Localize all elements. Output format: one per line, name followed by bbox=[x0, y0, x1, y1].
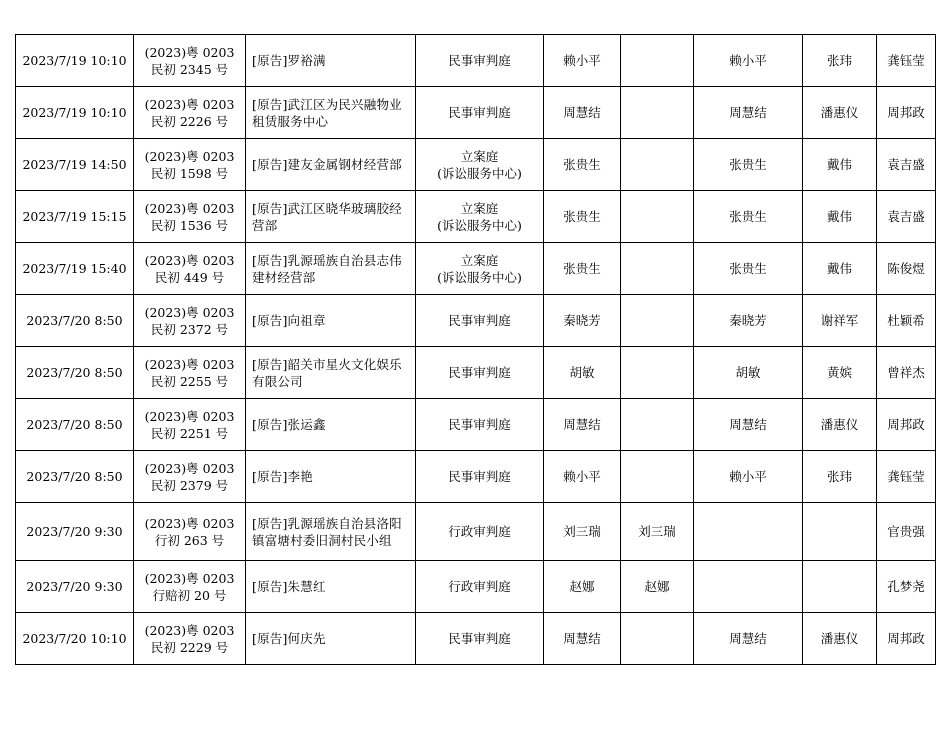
clerk-cell bbox=[877, 191, 936, 243]
hearing-time-cell-text: 2023/7/20 8:50 bbox=[26, 417, 123, 432]
clerk-cell-text: 陈俊煜 bbox=[887, 261, 925, 276]
clerk-cell-text: 周邦政 bbox=[887, 417, 925, 432]
case-number-cell bbox=[134, 503, 246, 561]
party-cell bbox=[246, 243, 416, 295]
judge-cell bbox=[694, 295, 803, 347]
clerk-cell bbox=[877, 561, 936, 613]
table-row bbox=[16, 399, 936, 451]
assistant-cell bbox=[803, 451, 877, 503]
presiding-judge-cell bbox=[544, 191, 621, 243]
party-cell bbox=[246, 451, 416, 503]
case-number-cell-text: (2023)粤 0203 bbox=[144, 408, 235, 424]
table-row bbox=[16, 347, 936, 399]
judge-cell bbox=[621, 35, 694, 87]
hearing-time-cell bbox=[16, 503, 134, 561]
table-row bbox=[16, 243, 936, 295]
clerk-cell-text: 曾祥杰 bbox=[887, 365, 925, 380]
court-division-cell-text: 民事审判庭 bbox=[448, 365, 511, 380]
table-row bbox=[16, 561, 936, 613]
clerk-cell-text: 周邦政 bbox=[887, 105, 925, 120]
court-division-cell bbox=[416, 613, 544, 665]
party-cell bbox=[246, 399, 416, 451]
case-number-cell-text: 民初 449 号 bbox=[154, 269, 225, 285]
schedule-body bbox=[16, 35, 936, 665]
assistant-cell bbox=[803, 35, 877, 87]
hearing-time-cell-text: 2023/7/20 8:50 bbox=[26, 313, 123, 328]
hearing-time-cell-text: 2023/7/19 15:15 bbox=[22, 209, 127, 224]
presiding-judge-cell-text: 赖小平 bbox=[563, 53, 601, 68]
court-division-cell-text: 民事审判庭 bbox=[448, 53, 511, 68]
court-division-cell bbox=[416, 191, 544, 243]
presiding-judge-cell-text: 周慧结 bbox=[563, 417, 601, 432]
judge-cell bbox=[621, 451, 694, 503]
hearing-time-cell-text: 2023/7/19 14:50 bbox=[22, 157, 127, 172]
presiding-judge-cell bbox=[544, 399, 621, 451]
party-cell bbox=[246, 139, 416, 191]
hearing-time-cell-text: 2023/7/19 10:10 bbox=[22, 105, 127, 120]
clerk-cell bbox=[877, 87, 936, 139]
clerk-cell bbox=[877, 503, 936, 561]
clerk-cell-text: 杜颖希 bbox=[887, 313, 925, 328]
presiding-judge-cell bbox=[544, 243, 621, 295]
presiding-judge-cell bbox=[544, 347, 621, 399]
assistant-cell bbox=[803, 347, 877, 399]
hearing-time-cell bbox=[16, 451, 134, 503]
assistant-cell bbox=[803, 399, 877, 451]
court-division-cell-text: 立案庭 bbox=[460, 148, 499, 164]
presiding-judge-cell-text: 赖小平 bbox=[563, 469, 601, 484]
clerk-cell bbox=[877, 243, 936, 295]
case-number-cell bbox=[134, 243, 246, 295]
presiding-judge-cell bbox=[544, 87, 621, 139]
judge-cell-text: 张贵生 bbox=[729, 261, 767, 276]
case-number-cell-text: (2023)粤 0203 bbox=[144, 96, 235, 112]
clerk-cell bbox=[877, 295, 936, 347]
presiding-judge-cell bbox=[544, 613, 621, 665]
clerk-cell bbox=[877, 347, 936, 399]
judge-cell bbox=[621, 347, 694, 399]
case-number-cell-text: (2023)粤 0203 bbox=[144, 570, 235, 586]
party-cell-text: [原告]乳源瑶族自治县洛阳镇富塘村委旧洞村民小组 bbox=[252, 515, 402, 548]
party-cell bbox=[246, 561, 416, 613]
judge-cell bbox=[694, 139, 803, 191]
hearing-time-cell-text: 2023/7/20 8:50 bbox=[26, 365, 123, 380]
hearing-time-cell-text: 2023/7/19 10:10 bbox=[22, 53, 127, 68]
case-number-cell-text: 行赔初 20 号 bbox=[152, 587, 227, 603]
assistant-cell-text: 黄嫔 bbox=[826, 365, 852, 380]
presiding-judge-cell-text: 张贵生 bbox=[563, 261, 601, 276]
judge-cell bbox=[694, 243, 803, 295]
clerk-cell-text: 袁吉盛 bbox=[887, 157, 925, 172]
judge-cell-text: 张贵生 bbox=[729, 209, 767, 224]
case-number-cell-text: 民初 2372 号 bbox=[150, 321, 229, 337]
judge-cell-text: 赵娜 bbox=[644, 579, 670, 594]
case-number-cell-text: 行初 263 号 bbox=[154, 532, 225, 548]
judge-cell bbox=[694, 451, 803, 503]
case-number-cell bbox=[134, 347, 246, 399]
presiding-judge-cell-text: 张贵生 bbox=[563, 209, 601, 224]
case-number-cell-text: 民初 2255 号 bbox=[150, 373, 229, 389]
hearing-time-cell bbox=[16, 191, 134, 243]
judge-cell bbox=[621, 139, 694, 191]
court-division-cell-text: 立案庭 bbox=[460, 252, 499, 268]
judge-cell bbox=[621, 561, 694, 613]
hearing-time-cell bbox=[16, 35, 134, 87]
assistant-cell bbox=[803, 139, 877, 191]
court-division-cell bbox=[416, 35, 544, 87]
presiding-judge-cell-text: 张贵生 bbox=[563, 157, 601, 172]
court-division-cell bbox=[416, 139, 544, 191]
case-number-cell bbox=[134, 35, 246, 87]
court-division-cell bbox=[416, 243, 544, 295]
assistant-cell-text: 戴伟 bbox=[826, 261, 852, 276]
case-number-cell bbox=[134, 561, 246, 613]
case-number-cell-text: (2023)粤 0203 bbox=[144, 304, 235, 320]
assistant-cell bbox=[803, 191, 877, 243]
party-cell bbox=[246, 503, 416, 561]
hearing-time-cell-text: 2023/7/19 15:40 bbox=[22, 261, 127, 276]
clerk-cell bbox=[877, 35, 936, 87]
hearing-time-cell-text: 2023/7/20 10:10 bbox=[22, 631, 127, 646]
court-division-cell-text: (诉讼服务中心) bbox=[437, 217, 522, 233]
presiding-judge-cell bbox=[544, 503, 621, 561]
judge-cell bbox=[621, 399, 694, 451]
table-row bbox=[16, 191, 936, 243]
court-division-cell-text: 行政审判庭 bbox=[448, 579, 511, 594]
clerk-cell-text: 周邦政 bbox=[887, 631, 925, 646]
assistant-cell bbox=[803, 87, 877, 139]
judge-cell-text: 张贵生 bbox=[729, 157, 767, 172]
judge-cell bbox=[621, 191, 694, 243]
assistant-cell bbox=[803, 613, 877, 665]
assistant-cell-text: 谢祥军 bbox=[820, 313, 859, 328]
judge-cell-text: 赖小平 bbox=[729, 53, 767, 68]
judge-cell-text: 刘三瑞 bbox=[638, 524, 676, 539]
presiding-judge-cell-text: 周慧结 bbox=[563, 631, 601, 646]
case-number-cell bbox=[134, 399, 246, 451]
court-division-cell bbox=[416, 87, 544, 139]
table-row bbox=[16, 503, 936, 561]
assistant-cell bbox=[803, 561, 877, 613]
case-number-cell-text: (2023)粤 0203 bbox=[144, 252, 235, 268]
court-division-cell-text: 民事审判庭 bbox=[448, 631, 511, 646]
case-number-cell bbox=[134, 295, 246, 347]
party-cell-text: [原告]何庆先 bbox=[252, 631, 326, 646]
case-number-cell-text: 民初 1598 号 bbox=[150, 165, 229, 181]
assistant-cell-text: 戴伟 bbox=[826, 157, 852, 172]
party-cell-text: [原告]武江区晓华玻璃胶经营部 bbox=[252, 200, 402, 233]
presiding-judge-cell bbox=[544, 561, 621, 613]
party-cell-text: [原告]武江区为民兴融物业租赁服务中心 bbox=[252, 96, 402, 129]
judge-cell bbox=[694, 561, 803, 613]
hearing-time-cell-text: 2023/7/20 9:30 bbox=[26, 579, 123, 594]
assistant-cell bbox=[803, 295, 877, 347]
presiding-judge-cell-text: 刘三瑞 bbox=[563, 524, 601, 539]
court-division-cell-text: 民事审判庭 bbox=[448, 105, 511, 120]
judge-cell-text: 周慧结 bbox=[729, 417, 767, 432]
party-cell bbox=[246, 613, 416, 665]
presiding-judge-cell bbox=[544, 139, 621, 191]
hearing-time-cell-text: 2023/7/20 9:30 bbox=[26, 524, 123, 539]
presiding-judge-cell bbox=[544, 35, 621, 87]
court-division-cell-text: (诉讼服务中心) bbox=[437, 269, 522, 285]
judge-cell-text: 秦晓芳 bbox=[729, 313, 767, 328]
case-number-cell-text: 民初 1536 号 bbox=[150, 217, 229, 233]
case-number-cell-text: 民初 2345 号 bbox=[150, 61, 229, 77]
case-number-cell-text: (2023)粤 0203 bbox=[144, 515, 235, 531]
case-number-cell-text: (2023)粤 0203 bbox=[144, 622, 235, 638]
hearing-time-cell bbox=[16, 399, 134, 451]
party-cell bbox=[246, 35, 416, 87]
hearing-time-cell bbox=[16, 87, 134, 139]
judge-cell-text: 周慧结 bbox=[729, 631, 767, 646]
party-cell bbox=[246, 347, 416, 399]
assistant-cell bbox=[803, 503, 877, 561]
table-row bbox=[16, 295, 936, 347]
court-division-cell-text: 民事审判庭 bbox=[448, 417, 511, 432]
party-cell bbox=[246, 295, 416, 347]
clerk-cell bbox=[877, 613, 936, 665]
judge-cell bbox=[621, 613, 694, 665]
presiding-judge-cell bbox=[544, 295, 621, 347]
assistant-cell bbox=[803, 243, 877, 295]
clerk-cell-text: 龚钰莹 bbox=[887, 53, 925, 68]
clerk-cell bbox=[877, 451, 936, 503]
assistant-cell-text: 张玮 bbox=[826, 469, 852, 484]
court-division-cell-text: 立案庭 bbox=[460, 200, 499, 216]
hearing-schedule-table bbox=[15, 34, 936, 665]
party-cell-text: [原告]罗裕满 bbox=[252, 53, 326, 68]
judge-cell bbox=[621, 295, 694, 347]
judge-cell bbox=[621, 503, 694, 561]
court-division-cell-text: 民事审判庭 bbox=[448, 313, 511, 328]
court-division-cell-text: 民事审判庭 bbox=[448, 469, 511, 484]
presiding-judge-cell-text: 赵娜 bbox=[569, 579, 595, 594]
clerk-cell-text: 孔梦尧 bbox=[887, 579, 925, 594]
presiding-judge-cell-text: 胡敏 bbox=[569, 365, 595, 380]
party-cell-text: [原告]向祖章 bbox=[252, 313, 326, 328]
judge-cell bbox=[694, 399, 803, 451]
table-row bbox=[16, 613, 936, 665]
case-number-cell-text: 民初 2251 号 bbox=[150, 425, 229, 441]
judge-cell bbox=[621, 243, 694, 295]
party-cell bbox=[246, 87, 416, 139]
clerk-cell bbox=[877, 399, 936, 451]
court-division-cell-text: 行政审判庭 bbox=[448, 524, 511, 539]
court-division-cell bbox=[416, 399, 544, 451]
case-number-cell bbox=[134, 139, 246, 191]
court-division-cell bbox=[416, 347, 544, 399]
court-division-cell bbox=[416, 503, 544, 561]
table-row bbox=[16, 35, 936, 87]
party-cell bbox=[246, 191, 416, 243]
court-division-cell bbox=[416, 295, 544, 347]
assistant-cell-text: 潘惠仪 bbox=[820, 631, 859, 646]
case-number-cell-text: (2023)粤 0203 bbox=[144, 44, 235, 60]
court-division-cell-text: (诉讼服务中心) bbox=[437, 165, 522, 181]
judge-cell bbox=[694, 87, 803, 139]
presiding-judge-cell-text: 周慧结 bbox=[563, 105, 601, 120]
hearing-time-cell bbox=[16, 613, 134, 665]
case-number-cell-text: 民初 2226 号 bbox=[150, 113, 229, 129]
hearing-time-cell bbox=[16, 561, 134, 613]
party-cell-text: [原告]建友金属钢材经营部 bbox=[252, 157, 402, 172]
clerk-cell bbox=[877, 139, 936, 191]
judge-cell bbox=[621, 87, 694, 139]
table-row bbox=[16, 139, 936, 191]
judge-cell bbox=[694, 613, 803, 665]
hearing-time-cell bbox=[16, 243, 134, 295]
presiding-judge-cell-text: 秦晓芳 bbox=[563, 313, 601, 328]
judge-cell-text: 周慧结 bbox=[729, 105, 767, 120]
party-cell-text: [原告]李艳 bbox=[252, 469, 313, 484]
party-cell-text: [原告]韶关市星火文化娱乐有限公司 bbox=[252, 356, 402, 389]
court-division-cell bbox=[416, 451, 544, 503]
judge-cell-text: 胡敏 bbox=[735, 365, 761, 380]
case-number-cell-text: 民初 2229 号 bbox=[150, 639, 229, 655]
hearing-time-cell bbox=[16, 347, 134, 399]
party-cell-text: [原告]朱慧红 bbox=[252, 579, 326, 594]
judge-cell-text: 赖小平 bbox=[729, 469, 767, 484]
case-number-cell-text: (2023)粤 0203 bbox=[144, 200, 235, 216]
table-row bbox=[16, 451, 936, 503]
case-number-cell-text: (2023)粤 0203 bbox=[144, 356, 235, 372]
party-cell-text: [原告]张运鑫 bbox=[252, 417, 326, 432]
court-division-cell bbox=[416, 561, 544, 613]
clerk-cell-text: 龚钰莹 bbox=[887, 469, 925, 484]
case-number-cell bbox=[134, 451, 246, 503]
judge-cell bbox=[694, 503, 803, 561]
judge-cell bbox=[694, 191, 803, 243]
hearing-time-cell-text: 2023/7/20 8:50 bbox=[26, 469, 123, 484]
case-number-cell bbox=[134, 87, 246, 139]
hearing-time-cell bbox=[16, 295, 134, 347]
case-number-cell-text: (2023)粤 0203 bbox=[144, 148, 235, 164]
case-number-cell-text: (2023)粤 0203 bbox=[144, 460, 235, 476]
table-row bbox=[16, 87, 936, 139]
assistant-cell-text: 张玮 bbox=[826, 53, 852, 68]
judge-cell bbox=[694, 347, 803, 399]
assistant-cell-text: 戴伟 bbox=[826, 209, 852, 224]
party-cell-text: [原告]乳源瑶族自治县志伟建材经营部 bbox=[252, 252, 402, 285]
case-number-cell bbox=[134, 613, 246, 665]
judge-cell bbox=[694, 35, 803, 87]
clerk-cell-text: 袁吉盛 bbox=[887, 209, 925, 224]
hearing-time-cell bbox=[16, 139, 134, 191]
assistant-cell-text: 潘惠仪 bbox=[820, 417, 859, 432]
presiding-judge-cell bbox=[544, 451, 621, 503]
case-number-cell bbox=[134, 191, 246, 243]
assistant-cell-text: 潘惠仪 bbox=[820, 105, 859, 120]
case-number-cell-text: 民初 2379 号 bbox=[150, 477, 229, 493]
clerk-cell-text: 官贵强 bbox=[887, 524, 925, 539]
